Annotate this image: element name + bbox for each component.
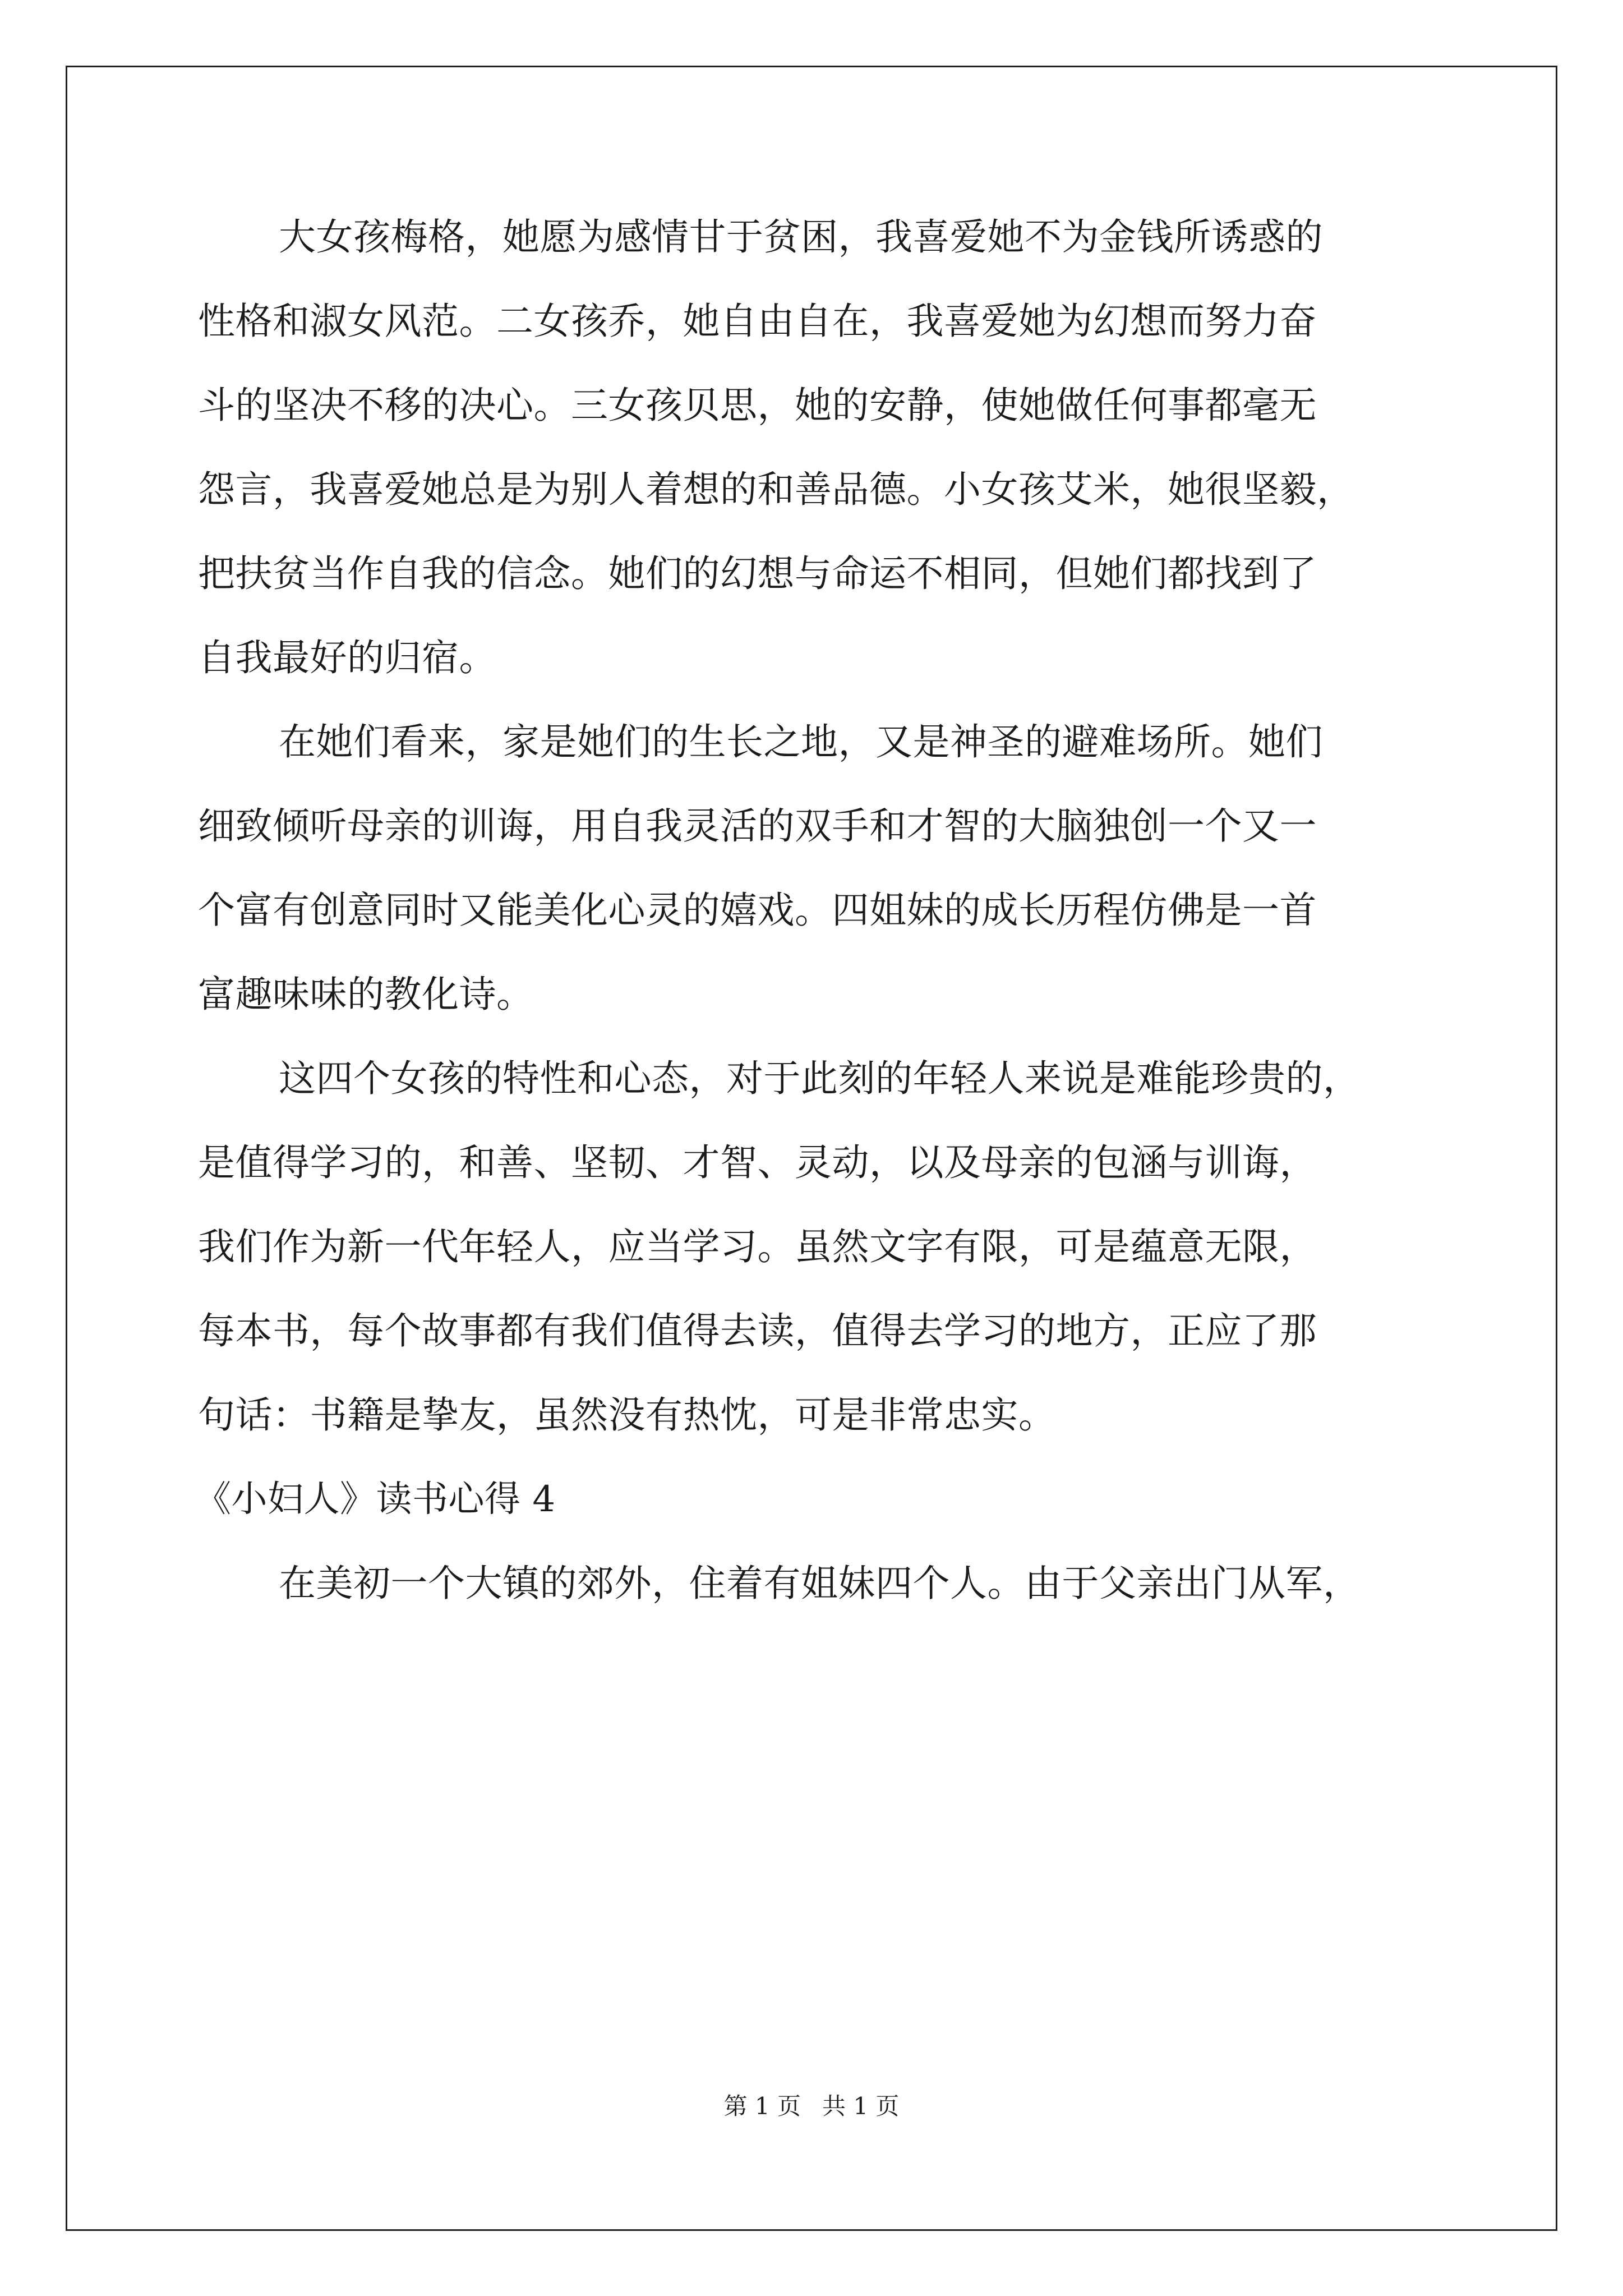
paragraph-3-line-2: 是值得学习的，和善、坚韧、才智、灵动，以及母亲的包涵与训诲， [198, 1141, 1317, 1184]
paragraph-1-line-6: 自我最好的归宿。 [198, 636, 496, 679]
paragraph-1-line-1: 大女孩梅格，她愿为感情甘于贫困，我喜爱她不为金钱所诱惑的 [279, 215, 1323, 259]
paragraph-1-line-3: 斗的坚决不移的决心。三女孩贝思，她的安静，使她做任何事都毫无 [198, 384, 1317, 427]
section-heading: 《小妇人》读书心得 4 [195, 1479, 556, 1520]
paragraph-2-line-4: 富趣味味的教化诗。 [198, 973, 534, 1016]
paragraph-3-line-5: 句话：书籍是挚友，虽然没有热忱，可是非常忠实。 [198, 1393, 1056, 1437]
paragraph-2-line-1: 在她们看来，家是她们的生长之地，又是神圣的避难场所。她们 [279, 720, 1323, 763]
paragraph-3-line-4: 每本书，每个故事都有我们值得去读，值得去学习的地方，正应了那 [198, 1309, 1317, 1352]
paragraph-3-line-1: 这四个女孩的特性和心态，对于此刻的年轻人来说是难能珍贵的， [279, 1057, 1361, 1100]
paragraph-1-line-4: 怨言，我喜爱她总是为别人着想的和善品德。小女孩艾米，她很坚毅， [198, 468, 1354, 511]
page-footer [0, 2091, 1623, 2122]
paragraph-3-line-3: 我们作为新一代年轻人，应当学习。虽然文字有限，可是蕴意无限， [198, 1225, 1317, 1268]
paragraph-1-line-2: 性格和淑女风范。二女孩乔，她自由自在，我喜爱她为幻想而努力奋 [198, 300, 1317, 343]
paragraph-4-line-1: 在美初一个大镇的郊外，住着有姐妹四个人。由于父亲出门从军， [279, 1562, 1361, 1605]
paragraph-2-line-3: 个富有创意同时又能美化心灵的嬉戏。四姐妹的成长历程仿佛是一首 [198, 889, 1317, 932]
paragraph-1-line-5: 把扶贫当作自我的信念。她们的幻想与命运不相同，但她们都找到了 [198, 552, 1317, 595]
page-total: 共 1 页 [822, 2092, 900, 2120]
page-number: 第 1 页 [723, 2092, 801, 2120]
paragraph-2-line-2: 细致倾听母亲的训诲，用自我灵活的双手和才智的大脑独创一个又一 [198, 804, 1317, 848]
